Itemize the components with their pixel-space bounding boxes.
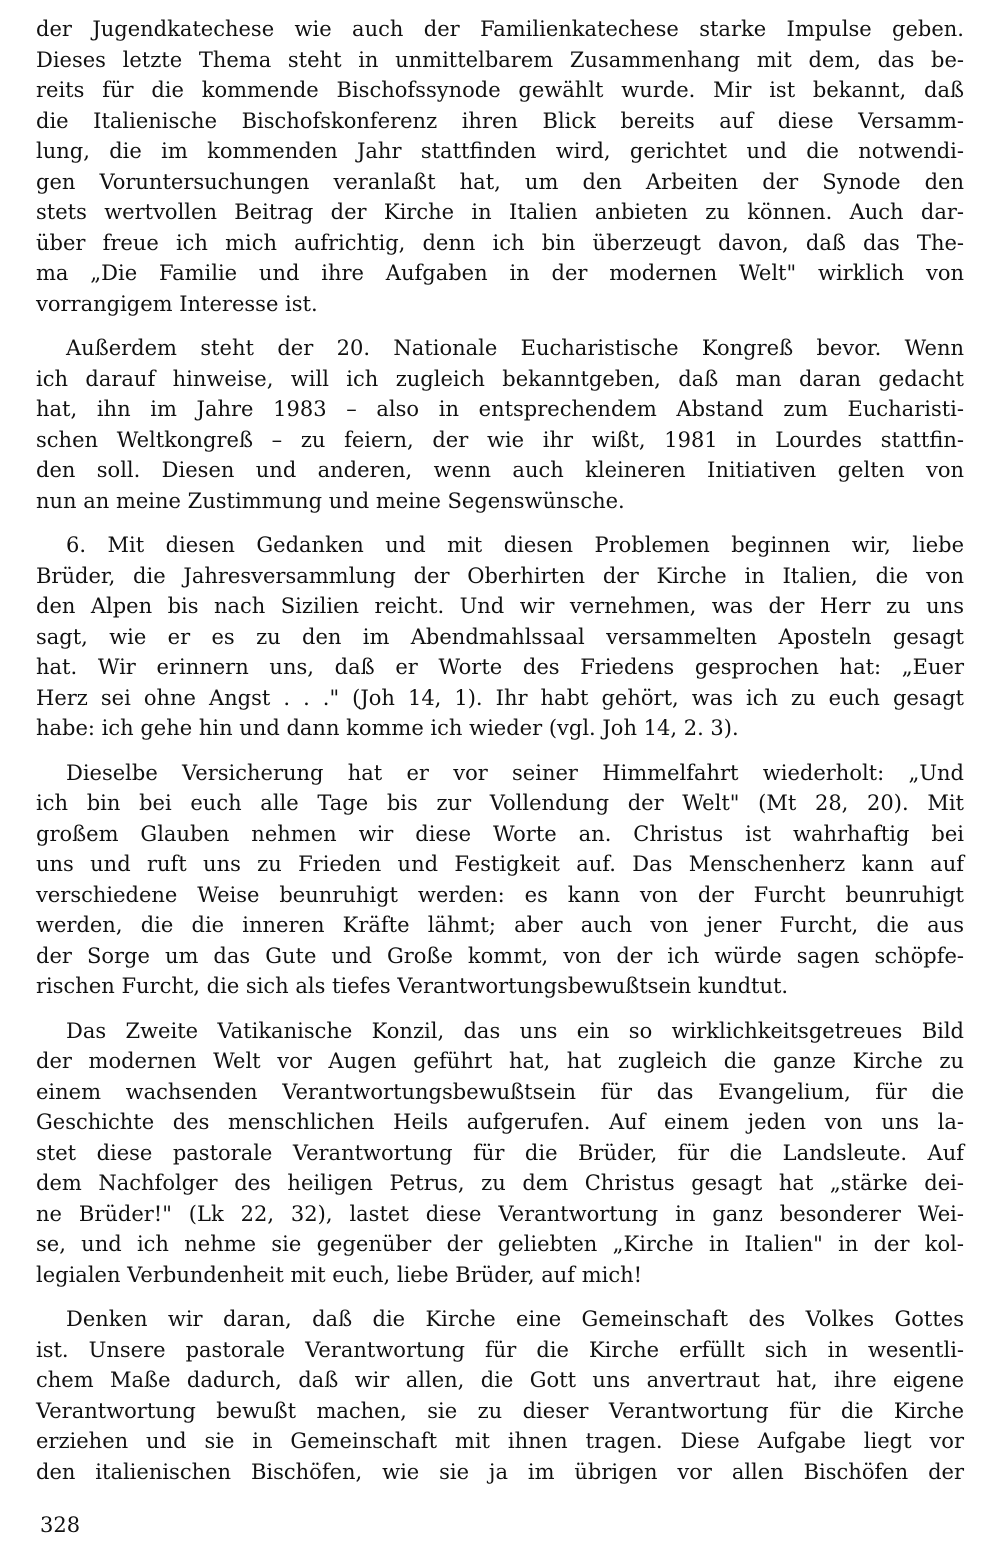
text-line: der Sorge um das Gute und Große kommt, von der ich würde sagen schöpfe- xyxy=(36,943,964,968)
text-line: se, und ich nehme sie gegenüber der geliebten „Kirche in Italien" in der kol- xyxy=(36,1232,964,1256)
text-line: den Alpen bis nach Sizilien reicht. Und wir vernehmen, was der Herr zu uns xyxy=(36,594,964,618)
text-line: lung, die im kommenden Jahr stattfinden wird, gerichtet und die notwendi- xyxy=(36,139,964,163)
text-line: Brüder, die Jahresversammlung der Oberhirten der Kirche in Italien, die von xyxy=(36,563,964,588)
text-line: dem Nachfolger des heiligen Petrus, zu dem Christus gesagt hat „stärke dei- xyxy=(36,1171,964,1195)
text-line: verschiedene Weise beunruhigt werden: es kann von der Furcht beunruhigt xyxy=(36,882,964,907)
paragraph-5 xyxy=(36,1016,964,1291)
text-line: chem Maße dadurch, daß wir allen, die Gott uns anvertraut hat, ihre eigene xyxy=(36,1368,964,1392)
text-line: stets wertvollen Beitrag der Kirche in Italien anbieten zu können. Auch dar- xyxy=(36,200,964,224)
text-line: Verantwortung bewußt machen, sie zu dieser Verantwortung für die Kirche xyxy=(36,1398,964,1423)
paragraph-2 xyxy=(36,333,964,516)
text-line: ich bin bei euch alle Tage bis zur Vollendung der Welt" (Mt 28, 20). Mit xyxy=(36,791,964,815)
page-number: 328 xyxy=(40,1513,81,1537)
text-line: Geschichte des menschlichen Heils aufgerufen. Auf einem jeden von uns la- xyxy=(36,1110,964,1134)
text-line: vorrangigem Interesse ist. xyxy=(36,291,318,316)
text-line: hat. Wir erinnern uns, daß er Worte des Friedens gesprochen hat: „Euer xyxy=(36,655,964,679)
text-line: großem Glauben nehmen wir diese Worte an. Christus ist wahrhaftig bei xyxy=(36,821,964,846)
text-line: erziehen und sie in Gemeinschaft mit ihnen tragen. Diese Aufgabe liegt vor xyxy=(36,1429,964,1453)
text-line: Außerdem steht der 20. Nationale Eucharistische Kongreß bevor. Wenn xyxy=(66,336,964,360)
text-line: schen Weltkongreß – zu feiern, der wie ihr wißt, 1981 in Lourdes stattfin- xyxy=(36,427,964,452)
text-line: über freue ich mich aufrichtig, denn ich bin überzeugt davon, daß das The- xyxy=(36,230,964,255)
text-line: reits für die kommende Bischofssynode gewählt wurde. Mir ist bekannt, daß xyxy=(36,78,964,102)
text-line: den soll. Diesen und anderen, wenn auch kleineren Initiativen gelten von xyxy=(36,458,964,482)
text-line: Denken wir daran, daß die Kirche eine Gemeinschaft des Volkes Gottes xyxy=(66,1307,964,1331)
text-line: ich darauf hinweise, will ich zugleich bekanntgeben, daß man daran gedacht xyxy=(36,366,964,391)
text-line: 6. Mit diesen Gedanken und mit diesen Problemen beginnen wir, liebe xyxy=(66,533,964,557)
text-line: stet diese pastorale Verantwortung für die Brüder, für die Landsleute. Auf xyxy=(36,1140,964,1165)
text-line: der modernen Welt vor Augen geführt hat, hat zugleich die ganze Kirche zu xyxy=(36,1049,964,1073)
text-line: nun an meine Zustimmung und meine Segenswünsche. xyxy=(36,488,625,513)
text-line: rischen Furcht, die sich als tiefes Verantwortungsbewußtsein kundtut. xyxy=(36,974,789,998)
text-line: ist. Unsere pastorale Verantwortung für die Kirche erfüllt sich in wesentli- xyxy=(36,1337,964,1362)
text-line: sagt, wie er es zu den im Abendmahlssaal versammelten Aposteln gesagt xyxy=(36,624,964,649)
paragraph-3 xyxy=(36,530,964,744)
text-line: Dieselbe Versicherung hat er vor seiner Himmelfahrt wiederholt: „Und xyxy=(66,760,964,785)
text-line: werden, die die inneren Kräfte lähmt; aber auch von jener Furcht, die aus xyxy=(36,913,964,937)
text-line: ma „Die Familie und ihre Aufgaben in der modernen Welt" wirklich von xyxy=(36,261,964,285)
text-line: Herz sei ohne Angst . . ." (Joh 14, 1). Ihr habt gehört, was ich zu euch gesagt xyxy=(36,685,964,710)
paragraph-1 xyxy=(36,14,964,319)
page-body xyxy=(36,14,964,1501)
text-line: habe: ich gehe hin und dann komme ich wieder (vgl. Joh 14, 2. 3). xyxy=(36,716,739,740)
text-line: den italienischen Bischöfen, wie sie ja im übrigen vor allen Bischöfen der xyxy=(36,1459,964,1484)
text-line: legialen Verbundenheit mit euch, liebe Brüder, auf mich! xyxy=(36,1262,643,1287)
text-line: Das Zweite Vatikanische Konzil, das uns ein so wirklichkeitsgetreues Bild xyxy=(66,1018,964,1043)
text-line: hat, ihn im Jahre 1983 – also in entsprechendem Abstand zum Eucharisti- xyxy=(36,397,964,421)
text-line: gen Voruntersuchungen veranlaßt hat, um den Arbeiten der Synode den xyxy=(36,169,964,194)
paragraph-4 xyxy=(36,758,964,1002)
text-line: uns und ruft uns zu Frieden und Festigkeit auf. Das Menschenherz kann auf xyxy=(36,852,964,876)
paragraph-6 xyxy=(36,1304,964,1487)
text-line: Dieses letzte Thema steht in unmittelbarem Zusammenhang mit dem, das be- xyxy=(36,47,964,72)
text-line: die Italienische Bischofskonferenz ihren Blick bereits auf diese Versamm- xyxy=(36,108,964,133)
text-line: der Jugendkatechese wie auch der Familienkatechese starke Impulse geben. xyxy=(36,17,964,41)
text-line: ne Brüder!" (Lk 22, 32), lastet diese Verantwortung in ganz besonderer Wei- xyxy=(36,1201,964,1226)
text-line: einem wachsenden Verantwortungsbewußtsein für das Evangelium, für die xyxy=(36,1079,964,1104)
